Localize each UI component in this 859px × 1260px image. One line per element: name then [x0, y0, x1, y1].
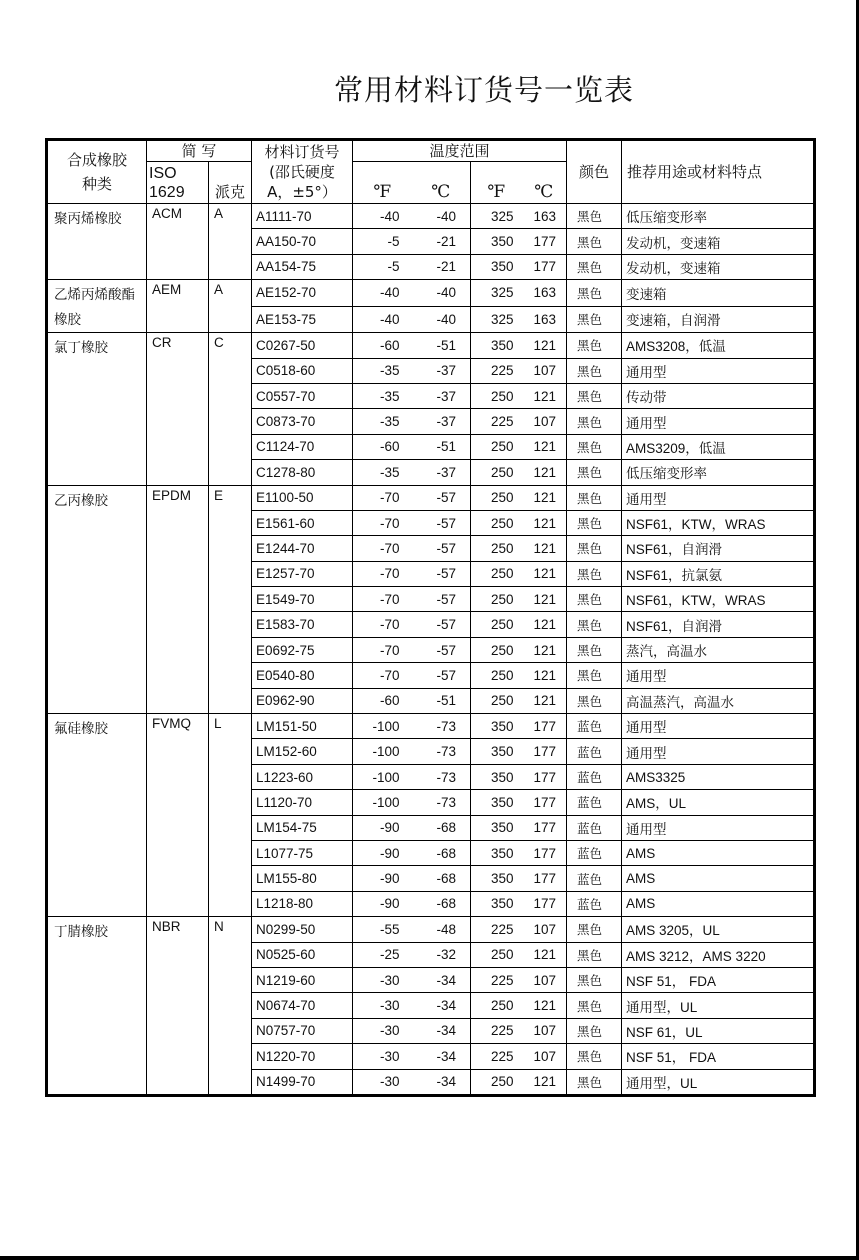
color-cell: 黑色 — [567, 1069, 622, 1095]
high-temp-c-cell: 163 — [522, 306, 567, 333]
color-cell: 黑色 — [567, 254, 622, 279]
usage-cell: NSF 51， FDA — [622, 1044, 815, 1069]
usage-cell: 变速箱 — [622, 280, 815, 307]
low-temp-c-cell: -73 — [412, 739, 471, 764]
high-temp-c-cell: 177 — [522, 714, 567, 739]
low-temp-c-cell: -73 — [412, 764, 471, 789]
usage-cell: AMS3209，低温 — [622, 434, 815, 459]
page-bottom-rule — [0, 1256, 859, 1260]
material-code-cell: AE153-75 — [252, 306, 353, 333]
material-code-cell: C0873-70 — [252, 409, 353, 434]
low-temp-f-cell: -90 — [353, 815, 412, 840]
color-cell: 蓝色 — [567, 764, 622, 789]
low-temp-f-cell: -100 — [353, 714, 412, 739]
usage-cell: 通用型 — [622, 485, 815, 510]
low-temp-c-cell: -57 — [412, 587, 471, 612]
high-temp-c-cell: 121 — [522, 612, 567, 637]
high-temp-c-cell: 177 — [522, 815, 567, 840]
material-code-cell: E1549-70 — [252, 587, 353, 612]
usage-cell: NSF61，抗氯氨 — [622, 561, 815, 586]
low-temp-c-cell: -57 — [412, 663, 471, 688]
usage-cell: AMS 3205，UL — [622, 917, 815, 942]
low-temp-f-cell: -70 — [353, 510, 412, 535]
material-code-cell: N0525-60 — [252, 942, 353, 967]
usage-cell: AMS 3212，AMS 3220 — [622, 942, 815, 967]
high-temp-f-cell: 350 — [471, 229, 522, 254]
low-temp-c-cell: -21 — [412, 254, 471, 279]
high-temp-f-cell: 325 — [471, 204, 522, 229]
material-code-cell: LM154-75 — [252, 815, 353, 840]
low-temp-f-cell: -40 — [353, 280, 412, 307]
high-temp-c-cell: 121 — [522, 993, 567, 1018]
usage-cell: 通用型，UL — [622, 1069, 815, 1095]
color-cell: 黑色 — [567, 1018, 622, 1043]
color-cell: 蓝色 — [567, 891, 622, 916]
low-temp-f-cell: -30 — [353, 993, 412, 1018]
high-temp-c-cell: 107 — [522, 1044, 567, 1069]
high-temp-f-cell: 225 — [471, 358, 522, 383]
parker-code-cell: E — [209, 485, 252, 714]
high-temp-f-cell: 250 — [471, 942, 522, 967]
low-temp-f-cell: -30 — [353, 1018, 412, 1043]
low-temp-c-cell: -48 — [412, 917, 471, 942]
color-cell: 黑色 — [567, 204, 622, 229]
header-iso1629: ISO 1629 — [147, 162, 209, 204]
usage-cell: AMS3208，低温 — [622, 333, 815, 358]
usage-cell: 低压缩变形率 — [622, 204, 815, 229]
color-cell: 黑色 — [567, 280, 622, 307]
low-temp-f-cell: -70 — [353, 536, 412, 561]
high-temp-c-cell: 177 — [522, 739, 567, 764]
color-cell: 黑色 — [567, 967, 622, 992]
high-temp-c-cell: 177 — [522, 790, 567, 815]
color-cell: 黑色 — [567, 917, 622, 942]
materials-table-body — [47, 204, 815, 1096]
low-temp-c-cell: -68 — [412, 815, 471, 840]
color-cell: 黑色 — [567, 942, 622, 967]
high-temp-f-cell: 250 — [471, 612, 522, 637]
usage-cell: NSF61，自润滑 — [622, 612, 815, 637]
color-cell: 黑色 — [567, 460, 622, 485]
high-temp-f-cell: 350 — [471, 764, 522, 789]
color-cell: 黑色 — [567, 688, 622, 713]
low-temp-c-cell: -51 — [412, 434, 471, 459]
high-temp-f-cell: 225 — [471, 1018, 522, 1043]
high-temp-f-cell: 350 — [471, 840, 522, 865]
low-temp-c-cell: -37 — [412, 460, 471, 485]
high-temp-f-cell: 250 — [471, 536, 522, 561]
high-temp-f-cell: 250 — [471, 1069, 522, 1095]
high-temp-c-cell: 121 — [522, 434, 567, 459]
material-code-cell: C0267-50 — [252, 333, 353, 358]
usage-cell: 通用型 — [622, 663, 815, 688]
material-code-cell: C1278-80 — [252, 460, 353, 485]
color-cell: 黑色 — [567, 485, 622, 510]
low-temp-f-cell: -70 — [353, 663, 412, 688]
rubber-type-cell: 乙丙橡胶 — [47, 485, 147, 714]
low-temp-f-cell: -100 — [353, 764, 412, 789]
usage-cell: 蒸汽，高温水 — [622, 637, 815, 662]
color-cell: 黑色 — [567, 993, 622, 1018]
high-temp-c-cell: 121 — [522, 1069, 567, 1095]
material-code-cell: L1120-70 — [252, 790, 353, 815]
material-code-cell: E1257-70 — [252, 561, 353, 586]
low-temp-f-cell: -70 — [353, 587, 412, 612]
low-temp-c-cell: -37 — [412, 358, 471, 383]
usage-cell: 发动机，变速箱 — [622, 229, 815, 254]
low-temp-c-cell: -40 — [412, 306, 471, 333]
color-cell: 黑色 — [567, 333, 622, 358]
high-temp-c-cell: 121 — [522, 637, 567, 662]
usage-cell: AMS — [622, 840, 815, 865]
low-temp-f-cell: -90 — [353, 866, 412, 891]
material-code-cell: E1561-60 — [252, 510, 353, 535]
usage-cell: 通用型 — [622, 714, 815, 739]
color-cell: 蓝色 — [567, 840, 622, 865]
table-row — [47, 333, 815, 358]
high-temp-c-cell: 121 — [522, 536, 567, 561]
low-temp-c-cell: -73 — [412, 790, 471, 815]
high-temp-f-cell: 350 — [471, 714, 522, 739]
low-temp-f-cell: -100 — [353, 739, 412, 764]
parker-code-cell: A — [209, 204, 252, 280]
material-code-cell: E1583-70 — [252, 612, 353, 637]
low-temp-f-cell: -60 — [353, 333, 412, 358]
materials-table — [45, 138, 816, 1097]
low-temp-c-cell: -34 — [412, 1044, 471, 1069]
material-code-cell: C1124-70 — [252, 434, 353, 459]
iso-code-cell: FVMQ — [147, 714, 209, 917]
low-temp-c-cell: -37 — [412, 409, 471, 434]
iso-code-cell: AEM — [147, 280, 209, 333]
color-cell: 黑色 — [567, 637, 622, 662]
color-cell: 黑色 — [567, 409, 622, 434]
color-cell: 黑色 — [567, 536, 622, 561]
low-temp-f-cell: -35 — [353, 409, 412, 434]
low-temp-f-cell: -35 — [353, 358, 412, 383]
low-temp-f-cell: -100 — [353, 790, 412, 815]
high-temp-c-cell: 107 — [522, 967, 567, 992]
rubber-type-cell: 乙烯丙烯酸酯橡胶 — [47, 280, 147, 333]
low-temp-c-cell: -37 — [412, 383, 471, 408]
high-temp-f-cell: 350 — [471, 333, 522, 358]
low-temp-f-cell: -60 — [353, 688, 412, 713]
high-temp-c-cell: 121 — [522, 663, 567, 688]
header-high-f: ℉ — [471, 162, 522, 204]
high-temp-c-cell: 121 — [522, 942, 567, 967]
usage-cell: NSF 51， FDA — [622, 967, 815, 992]
high-temp-f-cell: 250 — [471, 510, 522, 535]
low-temp-c-cell: -34 — [412, 1069, 471, 1095]
high-temp-c-cell: 121 — [522, 333, 567, 358]
high-temp-f-cell: 225 — [471, 917, 522, 942]
material-code-cell: E0692-75 — [252, 637, 353, 662]
header-high-c: ℃ — [522, 162, 567, 204]
table-row — [47, 485, 815, 510]
high-temp-c-cell: 177 — [522, 866, 567, 891]
high-temp-c-cell: 177 — [522, 229, 567, 254]
iso-code-cell: EPDM — [147, 485, 209, 714]
high-temp-c-cell: 121 — [522, 383, 567, 408]
usage-cell: AMS，UL — [622, 790, 815, 815]
usage-cell: 通用型 — [622, 358, 815, 383]
high-temp-c-cell: 121 — [522, 587, 567, 612]
table-row — [47, 714, 815, 739]
high-temp-c-cell: 163 — [522, 204, 567, 229]
material-code-cell: N1499-70 — [252, 1069, 353, 1095]
color-cell: 蓝色 — [567, 714, 622, 739]
high-temp-f-cell: 250 — [471, 993, 522, 1018]
high-temp-c-cell: 177 — [522, 840, 567, 865]
high-temp-c-cell: 107 — [522, 409, 567, 434]
high-temp-c-cell: 121 — [522, 688, 567, 713]
color-cell: 蓝色 — [567, 866, 622, 891]
material-code-cell: N1219-60 — [252, 967, 353, 992]
material-code-cell: AE152-70 — [252, 280, 353, 307]
rubber-type-cell: 氯丁橡胶 — [47, 333, 147, 485]
iso-code-cell: CR — [147, 333, 209, 485]
color-cell: 蓝色 — [567, 739, 622, 764]
high-temp-f-cell: 350 — [471, 739, 522, 764]
usage-cell: 低压缩变形率 — [622, 460, 815, 485]
low-temp-c-cell: -57 — [412, 637, 471, 662]
high-temp-c-cell: 107 — [522, 1018, 567, 1043]
color-cell: 黑色 — [567, 358, 622, 383]
high-temp-f-cell: 250 — [471, 688, 522, 713]
material-code-cell: N1220-70 — [252, 1044, 353, 1069]
material-code-cell: L1223-60 — [252, 764, 353, 789]
parker-code-cell: L — [209, 714, 252, 917]
high-temp-f-cell: 250 — [471, 383, 522, 408]
high-temp-f-cell: 350 — [471, 891, 522, 916]
parker-code-cell: C — [209, 333, 252, 485]
low-temp-f-cell: -5 — [353, 254, 412, 279]
high-temp-c-cell: 121 — [522, 460, 567, 485]
color-cell: 黑色 — [567, 1044, 622, 1069]
header-low-f: ℉ — [353, 162, 412, 204]
color-cell: 黑色 — [567, 306, 622, 333]
material-code-cell: N0299-50 — [252, 917, 353, 942]
low-temp-c-cell: -57 — [412, 612, 471, 637]
low-temp-c-cell: -40 — [412, 280, 471, 307]
rubber-type-cell: 氟硅橡胶 — [47, 714, 147, 917]
header-low-c: ℃ — [412, 162, 471, 204]
usage-cell: 高温蒸汽，高温水 — [622, 688, 815, 713]
high-temp-f-cell: 225 — [471, 967, 522, 992]
usage-cell: 通用型，UL — [622, 993, 815, 1018]
high-temp-f-cell: 350 — [471, 790, 522, 815]
material-code-cell: AA154-75 — [252, 254, 353, 279]
high-temp-f-cell: 250 — [471, 587, 522, 612]
low-temp-c-cell: -57 — [412, 561, 471, 586]
header-color: 颜色 — [567, 140, 622, 204]
material-code-cell: N0674-70 — [252, 993, 353, 1018]
iso-code-cell: NBR — [147, 917, 209, 1096]
high-temp-f-cell: 350 — [471, 866, 522, 891]
usage-cell: 通用型 — [622, 409, 815, 434]
low-temp-c-cell: -34 — [412, 967, 471, 992]
material-code-cell: L1077-75 — [252, 840, 353, 865]
material-code-cell: A1111-70 — [252, 204, 353, 229]
material-code-cell: AA150-70 — [252, 229, 353, 254]
low-temp-c-cell: -34 — [412, 1018, 471, 1043]
header-rubber-type: 合成橡胶 种类 — [47, 140, 147, 204]
color-cell: 黑色 — [567, 612, 622, 637]
low-temp-f-cell: -5 — [353, 229, 412, 254]
high-temp-f-cell: 250 — [471, 485, 522, 510]
header-material-code: 材料订货号 (邵氏硬度 A，±5°） — [252, 140, 353, 204]
low-temp-c-cell: -51 — [412, 333, 471, 358]
material-code-cell: LM151-50 — [252, 714, 353, 739]
usage-cell: 发动机，变速箱 — [622, 254, 815, 279]
parker-code-cell: A — [209, 280, 252, 333]
usage-cell: AMS3325 — [622, 764, 815, 789]
low-temp-c-cell: -34 — [412, 993, 471, 1018]
low-temp-c-cell: -57 — [412, 536, 471, 561]
color-cell: 黑色 — [567, 561, 622, 586]
high-temp-c-cell: 107 — [522, 917, 567, 942]
high-temp-f-cell: 325 — [471, 280, 522, 307]
table-row — [47, 917, 815, 942]
color-cell: 黑色 — [567, 510, 622, 535]
high-temp-f-cell: 350 — [471, 254, 522, 279]
color-cell: 黑色 — [567, 229, 622, 254]
low-temp-f-cell: -70 — [353, 637, 412, 662]
color-cell: 黑色 — [567, 587, 622, 612]
low-temp-c-cell: -21 — [412, 229, 471, 254]
high-temp-f-cell: 250 — [471, 663, 522, 688]
color-cell: 黑色 — [567, 383, 622, 408]
low-temp-c-cell: -57 — [412, 510, 471, 535]
usage-cell: 通用型 — [622, 815, 815, 840]
table-row — [47, 280, 815, 307]
low-temp-f-cell: -30 — [353, 1044, 412, 1069]
low-temp-f-cell: -70 — [353, 612, 412, 637]
low-temp-c-cell: -57 — [412, 485, 471, 510]
low-temp-f-cell: -90 — [353, 891, 412, 916]
rubber-type-cell: 聚丙烯橡胶 — [47, 204, 147, 280]
high-temp-f-cell: 225 — [471, 409, 522, 434]
low-temp-f-cell: -25 — [353, 942, 412, 967]
header-usage: 推荐用途或材料特点 — [622, 140, 815, 204]
color-cell: 蓝色 — [567, 815, 622, 840]
high-temp-c-cell: 107 — [522, 358, 567, 383]
usage-cell: AMS — [622, 891, 815, 916]
usage-cell: NSF61，KTW，WRAS — [622, 587, 815, 612]
low-temp-c-cell: -68 — [412, 891, 471, 916]
high-temp-f-cell: 225 — [471, 1044, 522, 1069]
low-temp-f-cell: -60 — [353, 434, 412, 459]
low-temp-f-cell: -30 — [353, 967, 412, 992]
color-cell: 黑色 — [567, 663, 622, 688]
material-code-cell: E1244-70 — [252, 536, 353, 561]
material-code-cell: E1100-50 — [252, 485, 353, 510]
high-temp-f-cell: 250 — [471, 637, 522, 662]
low-temp-f-cell: -70 — [353, 485, 412, 510]
low-temp-c-cell: -73 — [412, 714, 471, 739]
usage-cell: NSF61，自润滑 — [622, 536, 815, 561]
header-abbreviation: 简 写 — [147, 140, 252, 162]
material-code-cell: E0540-80 — [252, 663, 353, 688]
usage-cell: AMS — [622, 866, 815, 891]
low-temp-f-cell: -40 — [353, 306, 412, 333]
usage-cell: NSF61，KTW，WRAS — [622, 510, 815, 535]
usage-cell: 传动带 — [622, 383, 815, 408]
low-temp-f-cell: -70 — [353, 561, 412, 586]
high-temp-c-cell: 163 — [522, 280, 567, 307]
high-temp-c-cell: 177 — [522, 764, 567, 789]
material-code-cell: C0557-70 — [252, 383, 353, 408]
parker-code-cell: N — [209, 917, 252, 1096]
high-temp-c-cell: 177 — [522, 891, 567, 916]
low-temp-f-cell: -35 — [353, 383, 412, 408]
page-title: 常用材料订货号一览表 — [334, 73, 635, 107]
low-temp-f-cell: -40 — [353, 204, 412, 229]
low-temp-c-cell: -68 — [412, 840, 471, 865]
usage-cell: 变速箱，自润滑 — [622, 306, 815, 333]
high-temp-c-cell: 121 — [522, 561, 567, 586]
material-code-cell: LM155-80 — [252, 866, 353, 891]
low-temp-f-cell: -35 — [353, 460, 412, 485]
low-temp-f-cell: -55 — [353, 917, 412, 942]
low-temp-c-cell: -32 — [412, 942, 471, 967]
low-temp-c-cell: -51 — [412, 688, 471, 713]
low-temp-c-cell: -40 — [412, 204, 471, 229]
high-temp-c-cell: 177 — [522, 254, 567, 279]
usage-cell: NSF 61，UL — [622, 1018, 815, 1043]
material-code-cell: E0962-90 — [252, 688, 353, 713]
iso-code-cell: ACM — [147, 204, 209, 280]
usage-cell: 通用型 — [622, 739, 815, 764]
table-row — [47, 204, 815, 229]
low-temp-c-cell: -68 — [412, 866, 471, 891]
high-temp-c-cell: 121 — [522, 510, 567, 535]
header-temp-range: 温度范围 — [353, 140, 567, 162]
material-code-cell: L1218-80 — [252, 891, 353, 916]
material-code-cell: N0757-70 — [252, 1018, 353, 1043]
high-temp-f-cell: 250 — [471, 460, 522, 485]
header-parker: 派克 — [209, 162, 252, 204]
low-temp-f-cell: -90 — [353, 840, 412, 865]
rubber-type-cell: 丁腈橡胶 — [47, 917, 147, 1096]
color-cell: 黑色 — [567, 434, 622, 459]
color-cell: 蓝色 — [567, 790, 622, 815]
high-temp-f-cell: 325 — [471, 306, 522, 333]
high-temp-f-cell: 350 — [471, 815, 522, 840]
low-temp-f-cell: -30 — [353, 1069, 412, 1095]
high-temp-c-cell: 121 — [522, 485, 567, 510]
material-code-cell: LM152-60 — [252, 739, 353, 764]
material-code-cell: C0518-60 — [252, 358, 353, 383]
high-temp-f-cell: 250 — [471, 561, 522, 586]
high-temp-f-cell: 250 — [471, 434, 522, 459]
